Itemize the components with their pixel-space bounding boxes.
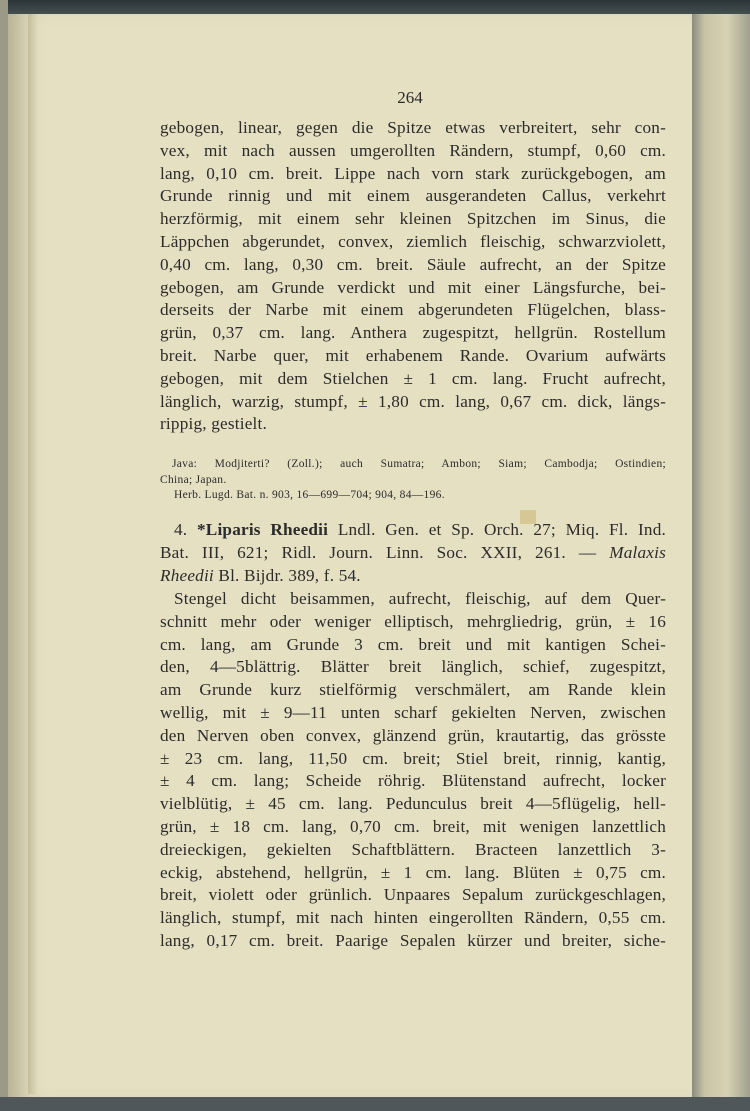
page-stack-edge [692, 14, 750, 1111]
text-line: Läppchen abgerundet, convex, ziemlich fleischig, schwarzviolett, [160, 231, 666, 251]
book-binding-bottom [0, 1097, 750, 1111]
text-line: den Nerven oben convex, glänzend grün, krautartig, das grösste [160, 725, 666, 745]
text-line: vex, mit nach aussen umgerollten Rändern, stumpf, 0,60 cm. [160, 140, 666, 160]
text-line: dreieckigen, gekielten Schaftblättern. Bracteen lanzettlich 3- [160, 839, 666, 859]
species-citation-line [160, 542, 666, 565]
text-line: lang, 0,17 cm. breit. Paarige Sepalen kürzer und breiter, siche- [160, 930, 666, 950]
page-number: 264 [397, 88, 423, 107]
text-line: den, 4—5blättrig. Blätter breit länglich, schief, zugespitzt, [160, 657, 666, 677]
synonym-reference: Bl. Bijdr. 389, f. 54. [218, 565, 361, 585]
text-line: gebogen, linear, gegen die Spitze etwas verbreitert, sehr con- [160, 118, 666, 137]
synonym-genus: Malaxis [609, 542, 666, 562]
species-citation: Lndl. Gen. et Sp. Orch. 27; Miq. Fl. Ind. [337, 520, 666, 539]
text-line: vielblütig, ± 45 cm. lang. Pedunculus breit 4—5flügelig, hell- [160, 794, 666, 814]
distribution-line: China; Japan. [160, 473, 227, 486]
text-line: eckig, abstehend, hellgrün, ± 1 cm. lang. Blüten ± 0,75 cm. [160, 862, 666, 882]
text-line: derseits der Narbe mit einem abgerundeten Flügelchen, blass- [160, 300, 666, 320]
species-number: 4. [174, 520, 188, 539]
text-line: wellig, mit ± 9—11 unten scharf gekielten Nerven, zwischen [160, 702, 666, 722]
species-heading [160, 519, 666, 587]
page-gutter [28, 14, 38, 1094]
text-line: am Grunde kurz stielförmig verschmälert, am Rande klein [160, 680, 666, 700]
text-line: gebogen, mit dem Stielchen ± 1 cm. lang. Frucht aufrecht, [160, 368, 666, 388]
text-line: grün, 0,37 cm. lang. Anthera zugespitzt, hellgrün. Rostellum [160, 323, 666, 343]
text-line: cm. lang, am Grunde 3 cm. breit und mit kantigen Schei- [160, 634, 666, 654]
text-line: breit, violett oder grünlich. Unpaares Sepalum zurückgeschlagen, [160, 885, 666, 905]
distribution-note [160, 457, 666, 488]
text-line: gebogen, am Grunde verdickt und mit einer Längsfurche, bei- [160, 277, 666, 297]
text-line: rippig, gestielt. [160, 414, 267, 434]
text-line: ± 4 cm. lang; Scheide röhrig. Blütenstand aufrecht, locker [160, 771, 666, 791]
species-citation-2: Bat. III, 621; Ridl. Journ. Linn. Soc. XXII, 261. — [160, 542, 597, 562]
species-heading-line [160, 519, 666, 542]
herbarium-note [174, 488, 668, 504]
text-line: Stengel dicht beisammen, aufrecht, fleischig, auf dem Quer- [174, 589, 666, 608]
synonym-epithet: Rheedii [160, 565, 214, 585]
text-line: Grunde rinnig und mit einem ausgerandeten Callus, verkehrt [160, 186, 666, 206]
book-spine-edge [0, 0, 8, 1111]
text-line: schnitt mehr oder weniger elliptisch, mehrgliedrig, grün, ± 16 [160, 611, 666, 631]
text-line: herzförmig, mit einem sehr kleinen Spitzchen im Sinus, die [160, 209, 666, 229]
text-line: länglich, warzig, stumpf, ± 1,80 cm. lang, 0,67 cm. dick, längs- [160, 391, 666, 411]
distribution-line: Java: Modjiterti? (Zoll.); auch Sumatra; Ambon; Siam; Cambodja; Ostindien; [172, 458, 666, 470]
text-line: grün, ± 18 cm. lang, 0,70 cm. breit, mit wenigen lanzettlich [160, 816, 666, 836]
text-line: 0,40 cm. lang, 0,30 cm. breit. Säule aufrecht, an der Spitze [160, 254, 666, 274]
description-continued [160, 117, 666, 436]
species-name: *Liparis Rheedii [197, 520, 329, 539]
text-line: länglich, stumpf, mit nach hinten eingerollten Rändern, 0,55 cm. [160, 908, 666, 928]
text-line: ± 23 cm. lang, 11,50 cm. breit; Stiel breit, rinnig, kantig, [160, 748, 666, 768]
herbarium-line: Herb. Lugd. Bat. n. 903, 16—699—704; 904, 84—196. [174, 489, 445, 501]
species-description [160, 588, 666, 953]
text-line: breit. Narbe quer, mit erhabenem Rande. Ovarium aufwärts [160, 345, 666, 365]
text-line: lang, 0,10 cm. breit. Lippe nach vorn stark zurückgebogen, am [160, 163, 666, 183]
species-synonym-line [160, 565, 666, 588]
